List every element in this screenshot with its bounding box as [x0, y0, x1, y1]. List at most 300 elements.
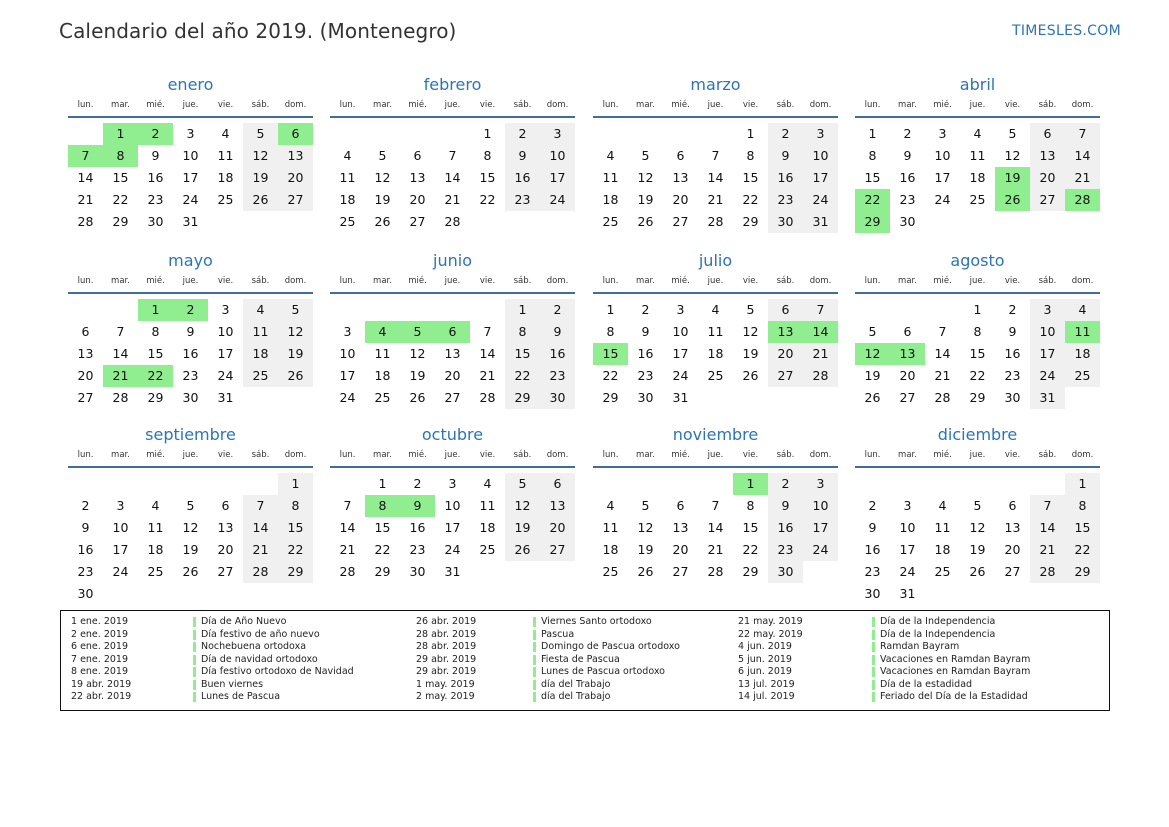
- day-cell: 2: [413, 476, 422, 491]
- day-cell: 25: [934, 564, 951, 579]
- weekday-label: jue.: [182, 276, 199, 286]
- day-cell: 29: [112, 214, 129, 229]
- weekday-label: jue.: [707, 100, 724, 110]
- day-cell: 22: [479, 192, 496, 207]
- legend-row: [416, 678, 611, 692]
- month-febrero: [330, 74, 575, 233]
- header-divider: [68, 292, 313, 294]
- legend-row: [416, 616, 652, 629]
- day-cell: 25: [217, 192, 234, 207]
- empty-cell: [593, 123, 628, 145]
- weekday-label: sáb.: [776, 276, 795, 286]
- day-cell: 18: [147, 542, 164, 557]
- day-cell: 12: [278, 321, 313, 343]
- legend-row: [738, 641, 960, 654]
- holiday-day-cell: 12: [855, 343, 890, 365]
- holiday-name: Día de navidad ortodoxo: [201, 653, 318, 665]
- day-cell: 28: [707, 564, 724, 579]
- day-cell: 5: [243, 123, 278, 145]
- day-cell: 9: [1008, 324, 1017, 339]
- day-cell: 23: [77, 564, 94, 579]
- weekday-header: [593, 272, 838, 290]
- day-cell: 24: [182, 192, 199, 207]
- day-cell: 7: [483, 324, 492, 339]
- day-cell: 24: [803, 539, 838, 561]
- month-title: abril: [959, 75, 996, 94]
- weekday-label: sáb.: [251, 100, 270, 110]
- day-grid: [330, 123, 575, 233]
- day-cell: 1: [973, 302, 982, 317]
- day-cell: 12: [969, 520, 986, 535]
- holiday-name: día del Trabajo: [541, 691, 611, 702]
- holiday-day-cell: 4: [365, 321, 400, 343]
- empty-cell: [138, 473, 173, 495]
- day-cell: 2: [540, 299, 575, 321]
- weekday-label: vie.: [1004, 100, 1021, 110]
- legend-row: [416, 628, 575, 642]
- day-cell: 27: [672, 214, 689, 229]
- day-cell: 3: [803, 473, 838, 495]
- day-cell: 10: [339, 346, 356, 361]
- weekday-label: lun.: [602, 450, 619, 460]
- day-cell: 7: [1065, 123, 1100, 145]
- day-cell: 1: [606, 302, 615, 317]
- empty-cell: [330, 123, 365, 145]
- holiday-date: 2 ene. 2019: [71, 628, 128, 640]
- weekday-label: lun.: [602, 276, 619, 286]
- day-cell: 16: [637, 346, 654, 361]
- holiday-date: 13 jul. 2019: [738, 678, 795, 690]
- header-divider: [855, 292, 1100, 294]
- weekday-header: [855, 96, 1100, 114]
- day-cell: 24: [899, 564, 916, 579]
- weekday-label: mar.: [636, 276, 655, 286]
- month-title: noviembre: [672, 425, 759, 444]
- legend-row: [416, 641, 680, 654]
- day-cell: 6: [1030, 123, 1065, 145]
- legend-row: [738, 691, 1028, 704]
- day-cell: 18: [969, 170, 986, 185]
- empty-cell: [365, 299, 400, 321]
- day-cell: 3: [448, 476, 457, 491]
- day-cell: 8: [151, 324, 160, 339]
- day-cell: 29: [278, 561, 313, 583]
- day-cell: 20: [672, 542, 689, 557]
- day-cell: 24: [217, 368, 234, 383]
- weekday-label: mar.: [111, 450, 130, 460]
- day-cell: 20: [1030, 167, 1065, 189]
- day-cell: 19: [864, 368, 881, 383]
- day-cell: 7: [803, 299, 838, 321]
- legend-row: [738, 616, 996, 629]
- day-cell: 28: [243, 561, 278, 583]
- weekday-label: jue.: [707, 276, 724, 286]
- weekday-label: dom.: [546, 450, 569, 460]
- weekday-label: dom.: [284, 100, 307, 110]
- day-cell: 7: [711, 148, 720, 163]
- day-cell: 21: [934, 368, 951, 383]
- day-cell: 22: [505, 365, 540, 387]
- day-cell: 20: [217, 542, 234, 557]
- day-cell: 26: [278, 365, 313, 387]
- day-cell: 12: [374, 170, 391, 185]
- day-cell: 21: [707, 542, 724, 557]
- empty-cell: [628, 473, 663, 495]
- day-cell: 25: [969, 192, 986, 207]
- day-cell: 1: [378, 476, 387, 491]
- day-cell: 13: [409, 170, 426, 185]
- weekday-label: vie.: [479, 450, 496, 460]
- day-cell: 19: [742, 346, 759, 361]
- day-cell: 19: [409, 368, 426, 383]
- day-cell: 15: [969, 346, 986, 361]
- day-cell: 15: [479, 170, 496, 185]
- day-cell: 18: [479, 520, 496, 535]
- day-cell: 25: [707, 368, 724, 383]
- day-cell: 22: [602, 368, 619, 383]
- weekday-header: [68, 272, 313, 290]
- holiday-date: 4 jun. 2019: [738, 641, 792, 652]
- day-cell: 24: [540, 189, 575, 211]
- empty-cell: [1030, 473, 1065, 495]
- day-cell: 10: [217, 324, 234, 339]
- day-cell: 14: [1030, 517, 1065, 539]
- day-cell: 20: [77, 368, 94, 383]
- day-cell: 13: [672, 170, 689, 185]
- day-cell: 8: [973, 324, 982, 339]
- day-cell: 15: [374, 520, 391, 535]
- day-cell: 12: [742, 324, 759, 339]
- day-cell: 2: [903, 126, 912, 141]
- day-cell: 27: [672, 564, 689, 579]
- weekday-label: mié.: [933, 450, 952, 460]
- day-grid: [330, 299, 575, 409]
- weekday-label: sáb.: [776, 100, 795, 110]
- day-cell: 23: [1004, 368, 1021, 383]
- day-cell: 2: [505, 123, 540, 145]
- weekday-label: lun.: [339, 276, 356, 286]
- day-cell: 28: [934, 390, 951, 405]
- holiday-name: día del Trabajo: [541, 678, 611, 690]
- day-cell: 20: [540, 517, 575, 539]
- day-cell: 27: [540, 539, 575, 561]
- weekday-label: lun.: [77, 276, 94, 286]
- day-cell: 13: [217, 520, 234, 535]
- weekday-label: sáb.: [513, 450, 532, 460]
- day-cell: 1: [483, 126, 492, 141]
- empty-cell: [698, 473, 733, 495]
- day-cell: 15: [742, 170, 759, 185]
- empty-cell: [925, 473, 960, 495]
- brand-link[interactable]: TIMESLES.COM: [1012, 23, 1121, 39]
- legend-column: [738, 616, 1031, 704]
- holiday-day-cell: 1: [103, 123, 138, 145]
- legend-row: [71, 666, 354, 679]
- day-cell: 19: [969, 542, 986, 557]
- holiday-name: Viernes Santo ortodoxo: [541, 616, 652, 627]
- day-cell: 11: [374, 346, 391, 361]
- holiday-day-cell: 13: [890, 343, 925, 365]
- holiday-date: 1 may. 2019: [416, 678, 475, 690]
- day-cell: 24: [444, 542, 461, 557]
- weekday-label: mar.: [111, 276, 130, 286]
- day-cell: 23: [864, 564, 881, 579]
- weekday-label: vie.: [217, 450, 234, 460]
- weekday-label: mié.: [146, 100, 165, 110]
- weekday-label: vie.: [742, 276, 759, 286]
- day-cell: 19: [637, 192, 654, 207]
- day-cell: 1: [505, 299, 540, 321]
- day-cell: 20: [409, 192, 426, 207]
- empty-cell: [470, 299, 505, 321]
- day-cell: 16: [864, 542, 881, 557]
- weekday-label: mar.: [373, 100, 392, 110]
- day-cell: 17: [112, 542, 129, 557]
- day-cell: 19: [278, 343, 313, 365]
- legend-row: [71, 628, 320, 642]
- holiday-day-cell: 8: [365, 495, 400, 517]
- header-divider: [593, 292, 838, 294]
- day-cell: 22: [1065, 539, 1100, 561]
- weekday-label: lun.: [602, 100, 619, 110]
- day-cell: 30: [899, 214, 916, 229]
- day-cell: 13: [444, 346, 461, 361]
- month-julio: [593, 250, 838, 409]
- holiday-day-cell: 9: [400, 495, 435, 517]
- day-cell: 6: [903, 324, 912, 339]
- day-cell: 10: [803, 145, 838, 167]
- weekday-label: dom.: [546, 276, 569, 286]
- month-title: diciembre: [937, 425, 1018, 444]
- weekday-label: dom.: [1071, 276, 1094, 286]
- day-cell: 29: [374, 564, 391, 579]
- holiday-date: 22 abr. 2019: [71, 691, 132, 702]
- day-cell: 3: [676, 302, 685, 317]
- holiday-legend: [60, 610, 1110, 711]
- empty-cell: [330, 473, 365, 495]
- day-cell: 23: [182, 368, 199, 383]
- day-cell: 23: [147, 192, 164, 207]
- month-title: enero: [167, 75, 214, 94]
- day-cell: 10: [803, 495, 838, 517]
- day-cell: 25: [243, 365, 278, 387]
- legend-row: [738, 666, 1031, 679]
- legend-column: [71, 616, 354, 704]
- holiday-day-cell: 11: [1065, 321, 1100, 343]
- empty-cell: [698, 123, 733, 145]
- weekday-label: lun.: [864, 100, 881, 110]
- weekday-label: sáb.: [1038, 450, 1057, 460]
- day-grid: [68, 299, 313, 409]
- day-cell: 17: [803, 167, 838, 189]
- header-divider: [593, 466, 838, 468]
- holiday-day-cell: 15: [593, 343, 628, 365]
- day-cell: 6: [676, 148, 685, 163]
- weekday-label: mar.: [373, 450, 392, 460]
- day-cell: 16: [540, 343, 575, 365]
- day-cell: 5: [505, 473, 540, 495]
- day-cell: 3: [903, 498, 912, 513]
- day-cell: 23: [505, 189, 540, 211]
- weekday-label: vie.: [217, 276, 234, 286]
- month-title: marzo: [690, 75, 741, 94]
- day-cell: 8: [868, 148, 877, 163]
- weekday-label: mar.: [898, 276, 917, 286]
- empty-cell: [68, 123, 103, 145]
- day-cell: 10: [934, 148, 951, 163]
- holiday-day-cell: 13: [768, 321, 803, 343]
- day-grid: [855, 299, 1100, 409]
- day-cell: 28: [803, 365, 838, 387]
- day-cell: 9: [151, 148, 160, 163]
- weekday-label: jue.: [444, 100, 461, 110]
- day-cell: 19: [637, 542, 654, 557]
- day-cell: 18: [374, 368, 391, 383]
- day-cell: 27: [1004, 564, 1021, 579]
- holiday-name: Buen viernes: [201, 678, 264, 690]
- day-cell: 30: [768, 211, 803, 233]
- day-cell: 31: [444, 564, 461, 579]
- day-cell: 10: [1030, 321, 1065, 343]
- weekday-label: jue.: [182, 100, 199, 110]
- day-cell: 5: [746, 302, 755, 317]
- header-divider: [593, 116, 838, 118]
- day-cell: 29: [602, 390, 619, 405]
- day-cell: 10: [444, 498, 461, 513]
- day-cell: 23: [768, 189, 803, 211]
- weekday-label: lun.: [864, 450, 881, 460]
- day-cell: 17: [540, 167, 575, 189]
- day-cell: 6: [768, 299, 803, 321]
- weekday-label: sáb.: [513, 100, 532, 110]
- day-cell: 26: [374, 214, 391, 229]
- day-cell: 26: [969, 564, 986, 579]
- weekday-label: mié.: [933, 100, 952, 110]
- day-cell: 19: [374, 192, 391, 207]
- holiday-name: Feriado del Día de la Estadidad: [880, 691, 1028, 702]
- month-junio: [330, 250, 575, 409]
- weekday-label: vie.: [742, 100, 759, 110]
- day-cell: 30: [77, 586, 94, 601]
- holiday-name: Día festivo de año nuevo: [201, 628, 320, 640]
- header-divider: [855, 116, 1100, 118]
- weekday-label: vie.: [217, 100, 234, 110]
- day-cell: 15: [505, 343, 540, 365]
- day-cell: 18: [339, 192, 356, 207]
- day-grid: [593, 473, 838, 583]
- day-cell: 13: [77, 346, 94, 361]
- header-divider: [330, 116, 575, 118]
- weekday-label: dom.: [1071, 100, 1094, 110]
- day-cell: 19: [243, 167, 278, 189]
- day-cell: 16: [182, 346, 199, 361]
- day-cell: 2: [768, 473, 803, 495]
- holiday-date: 7 ene. 2019: [71, 653, 128, 665]
- holiday-name: Lunes de Pascua ortodoxo: [541, 666, 665, 677]
- day-cell: 5: [641, 498, 650, 513]
- day-cell: 16: [1004, 346, 1021, 361]
- legend-row: [71, 616, 287, 629]
- month-diciembre: [855, 424, 1100, 605]
- day-cell: 2: [81, 498, 90, 513]
- day-cell: 10: [182, 148, 199, 163]
- month-title: octubre: [421, 425, 484, 444]
- empty-cell: [68, 299, 103, 321]
- holiday-name: Domingo de Pascua ortodoxo: [541, 641, 680, 652]
- day-cell: 30: [540, 387, 575, 409]
- holiday-day-cell: 1: [138, 299, 173, 321]
- empty-cell: [855, 299, 890, 321]
- weekday-label: mié.: [671, 276, 690, 286]
- holiday-name: Pascua: [541, 628, 575, 640]
- day-cell: 28: [1030, 561, 1065, 583]
- day-cell: 3: [116, 498, 125, 513]
- empty-cell: [400, 123, 435, 145]
- day-cell: 20: [1004, 542, 1021, 557]
- day-cell: 22: [742, 542, 759, 557]
- legend-row: [738, 678, 973, 692]
- weekday-label: vie.: [742, 450, 759, 460]
- day-grid: [68, 123, 313, 233]
- day-cell: 28: [479, 390, 496, 405]
- day-cell: 4: [606, 148, 615, 163]
- day-cell: 17: [899, 542, 916, 557]
- holiday-day-cell: 7: [68, 145, 103, 167]
- empty-cell: [593, 473, 628, 495]
- holiday-day-cell: 22: [855, 189, 890, 211]
- holiday-name: Vacaciones en Ramdan Bayram: [880, 666, 1031, 677]
- day-cell: 9: [768, 145, 803, 167]
- holiday-day-cell: 6: [435, 321, 470, 343]
- empty-cell: [208, 473, 243, 495]
- day-cell: 15: [112, 170, 129, 185]
- holiday-name: Día de Año Nuevo: [201, 616, 287, 627]
- day-cell: 26: [505, 539, 540, 561]
- holiday-day-cell: 5: [400, 321, 435, 343]
- holiday-day-cell: 21: [103, 365, 138, 387]
- day-cell: 4: [151, 498, 160, 513]
- day-cell: 8: [278, 495, 313, 517]
- day-cell: 1: [278, 473, 313, 495]
- holiday-date: 19 abr. 2019: [71, 678, 132, 690]
- weekday-label: mié.: [671, 450, 690, 460]
- day-cell: 7: [711, 498, 720, 513]
- holiday-date: 21 may. 2019: [738, 616, 803, 627]
- holiday-day-cell: 2: [138, 123, 173, 145]
- holiday-name: Día de la estadidad: [880, 678, 973, 690]
- legend-row: [416, 691, 611, 704]
- month-marzo: [593, 74, 838, 233]
- day-cell: 20: [672, 192, 689, 207]
- weekday-label: sáb.: [1038, 276, 1057, 286]
- day-cell: 1: [868, 126, 877, 141]
- header-divider: [330, 466, 575, 468]
- day-cell: 26: [409, 390, 426, 405]
- day-cell: 13: [540, 495, 575, 517]
- day-cell: 27: [899, 390, 916, 405]
- day-cell: 29: [505, 387, 540, 409]
- month-title: mayo: [168, 251, 213, 270]
- weekday-label: sáb.: [1038, 100, 1057, 110]
- day-cell: 16: [768, 167, 803, 189]
- weekday-label: vie.: [1004, 276, 1021, 286]
- day-cell: 16: [409, 520, 426, 535]
- weekday-label: vie.: [1004, 450, 1021, 460]
- day-cell: 11: [243, 321, 278, 343]
- day-cell: 30: [864, 586, 881, 601]
- day-cell: 6: [540, 473, 575, 495]
- month-abril: [855, 74, 1100, 233]
